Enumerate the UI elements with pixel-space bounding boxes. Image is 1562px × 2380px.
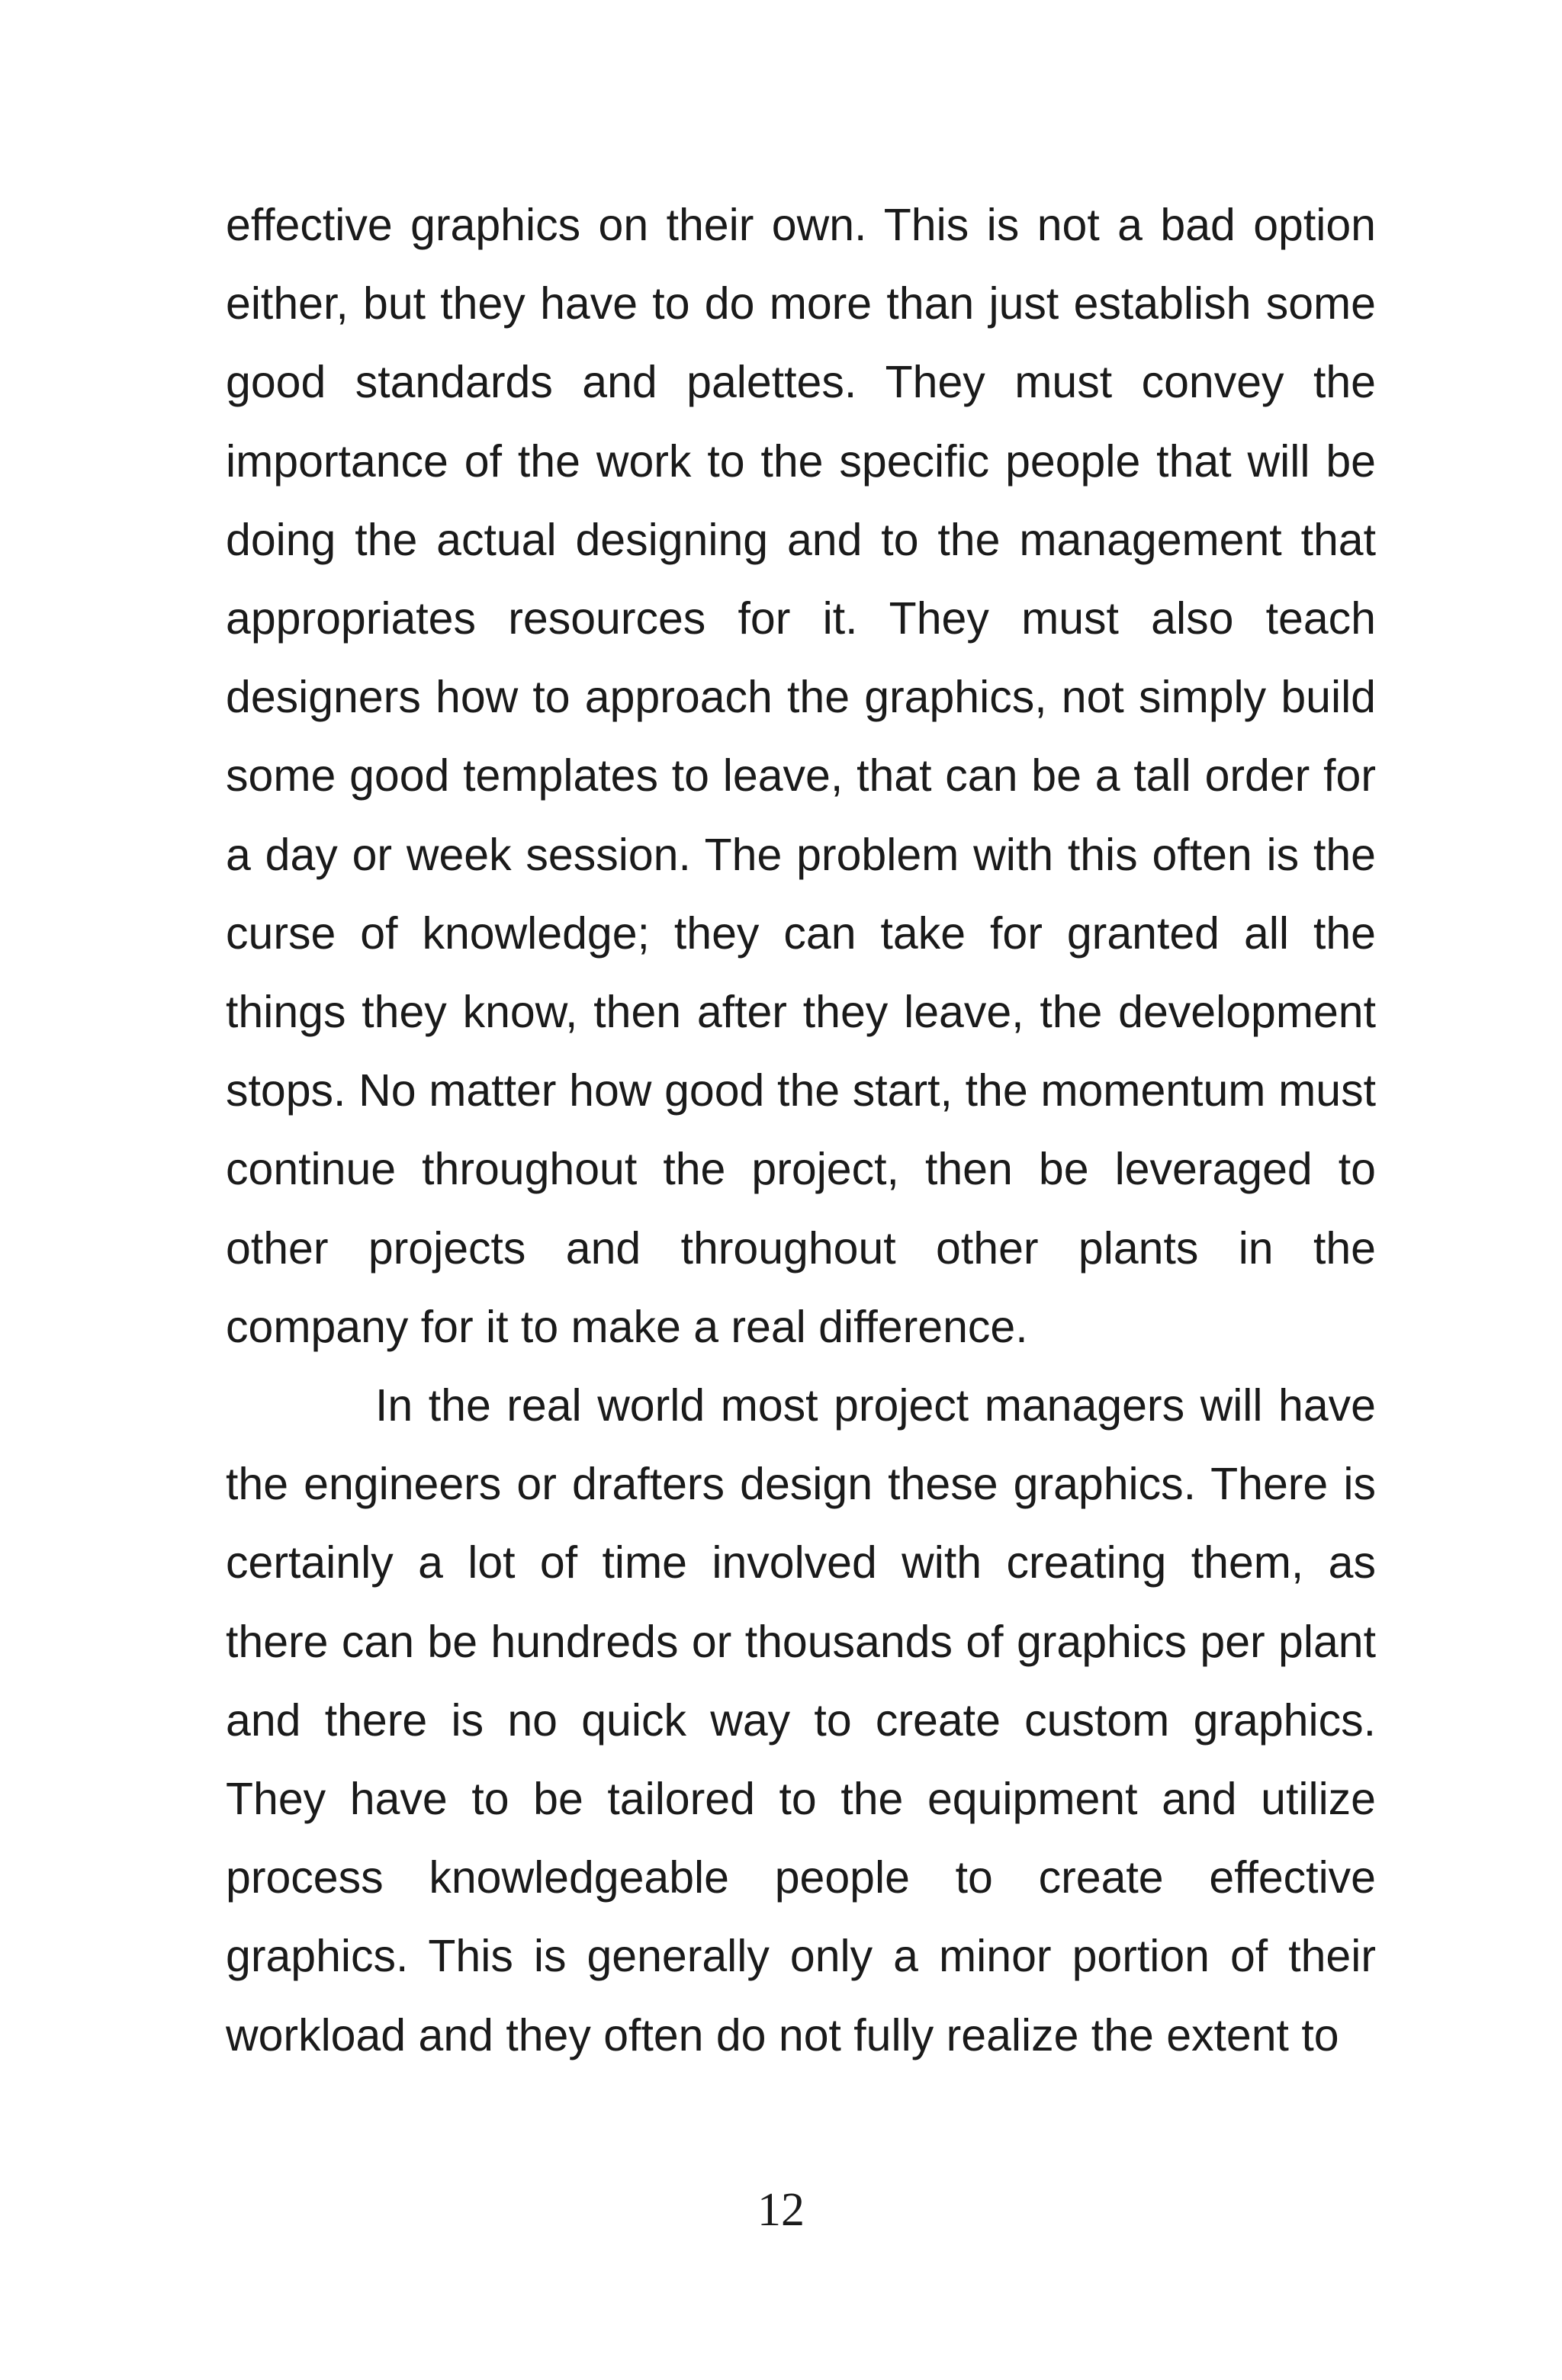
paragraph-continuation: effective graphics on their own. This is not a bad option either, but they have to do more than just establish some good standards and palettes. They must convey the importance of the work to the specific people that will be doing the actual designing and to the management that appropriates resources for it. They must also teach designers how to approach the graphics, not simply build some good templates to leave, that can be a tall order for a day or week session. The problem with this often is the curse of knowledge; they can take for granted all the things they know, then after they leave, the development stops. No matter how good the start, the momentum must continue throughout the project, then be leveraged to other projects and throughout other plants in the company for it to make a real difference. (226, 200, 1376, 1352)
body-text (226, 186, 1376, 2075)
paragraph-project-managers: In the real world most project managers will have the engineers or drafters design these graphics. There is certainly a lot of time involved with creating them, as there can be hundreds or thousands of graphics per plant and there is no quick way to create custom graphics. They have to be tailored to the equipment and utilize process knowledgeable people to create effective graphics. This is generally only a minor portion of their workload and they often do not fully realize the extent to (226, 1380, 1376, 2060)
page-number: 12 (757, 2184, 805, 2236)
